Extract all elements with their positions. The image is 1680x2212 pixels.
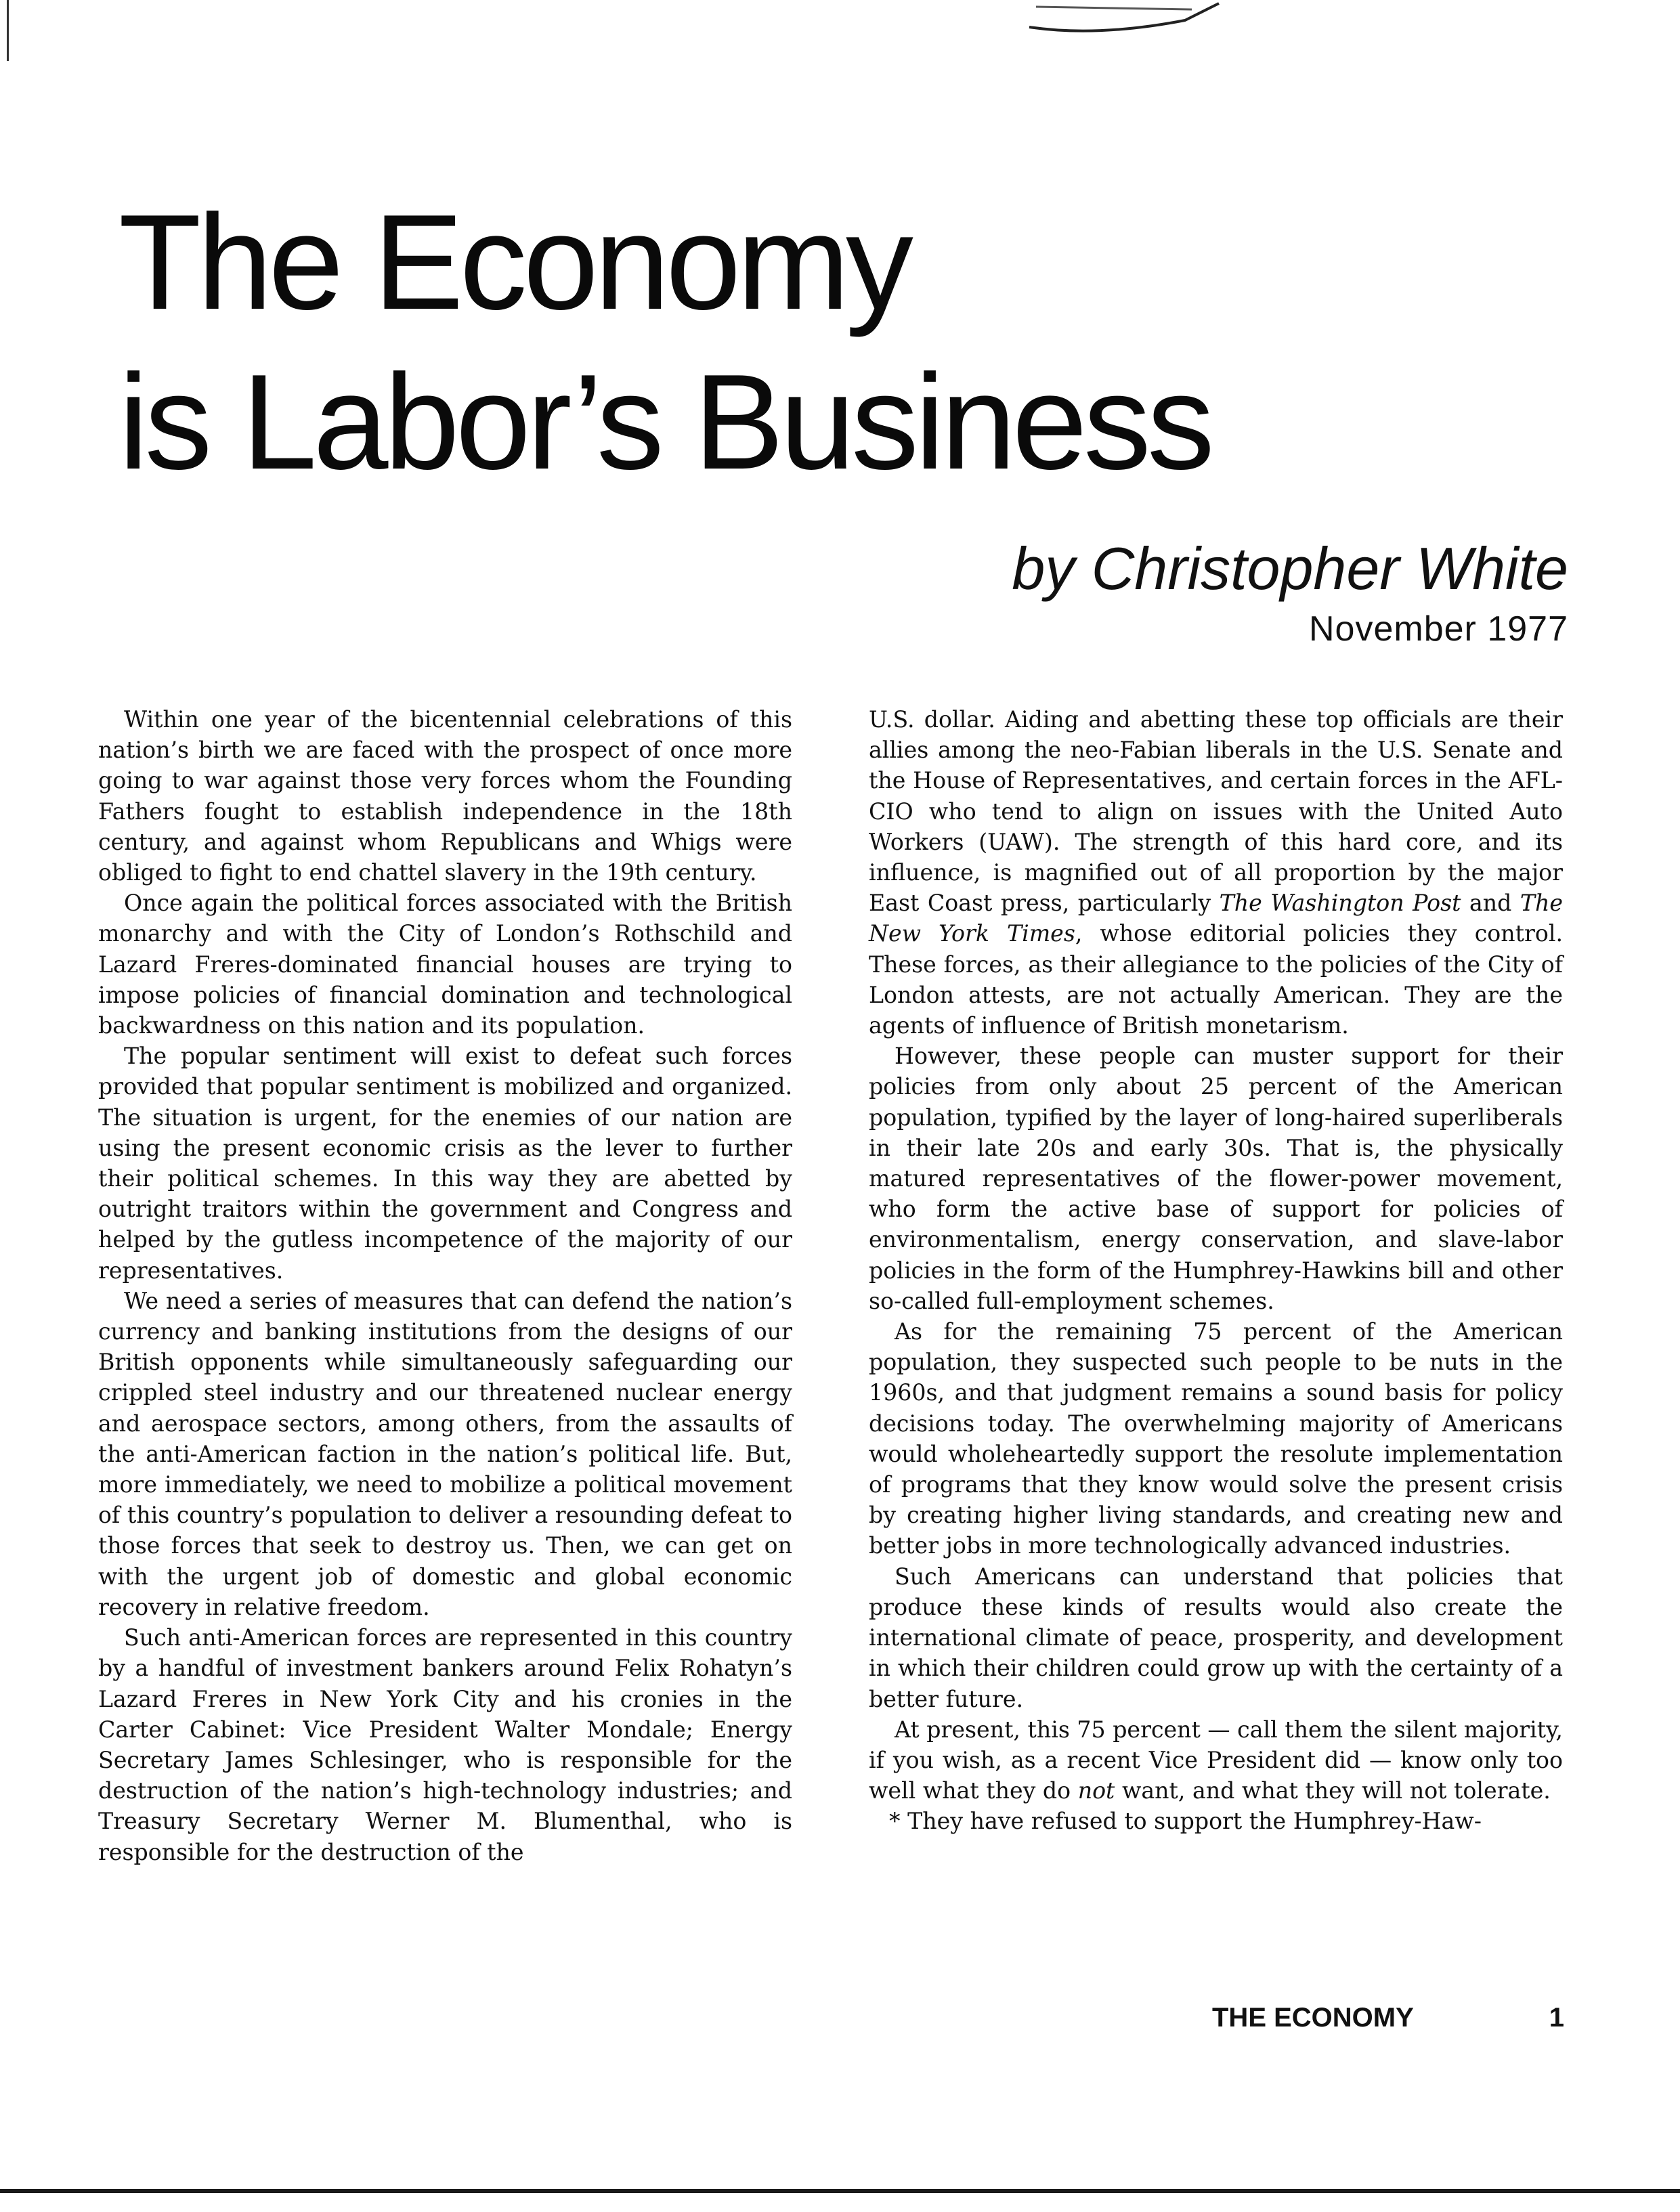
- paragraph: The popular sentiment will exist to defeat such forces provided that popular sentiment is mobilized and organized. The situation is urgent, for the enemies of our nation are using the present economic crisis as the lever to further their political schemes. In this way they are abetted by outright traitors within the government and Congress and helped by the gutless incompetence of the majority of our representatives.: [98, 1043, 792, 1284]
- section-name: THE ECONOMY: [1212, 2003, 1414, 2033]
- right-column: [869, 704, 1563, 1837]
- article-title: [119, 183, 1211, 502]
- paragraph: Within one year of the bicentennial celebrations of this nation’s birth we are faced with the prospect of once more going to war against those very forces whom the Founding Fathers fought to establish independence in the 18th century, and against whom Republicans and Whigs were obliged to fight to end chattel slavery in the 19th century.: [98, 706, 792, 886]
- publication-name: The New York Times: [869, 890, 1563, 947]
- title-line-1: The Economy: [119, 187, 909, 338]
- byline: [1012, 535, 1568, 653]
- scan-artifact: [1016, 0, 1232, 38]
- paragraph-continued: U.S. dollar. Aiding and abetting these top officials are their allies among the neo-Fabian liberals in the U.S. Senate and the House of Representatives, and certain forces in the AFL-CIO who tend to align on issues with the United Auto Workers (UAW). The strength of this hard core, and its influence, is magnified out of all proportion by the major East Coast press, particularly The Washington Post and The New York Times, whose editorial policies they control. These forces, as their allegiance to the policies of the City of London attests, are not actually American. They are the agents of influence of British monetarism.: [869, 706, 1563, 1039]
- paragraph: Such Americans can understand that policies that produce these kinds of results would also create the international climate of peace, prosperity, and development in which their children could grow up with the certainty of a better future.: [869, 1563, 1563, 1712]
- paragraph: However, these people can muster support for their policies from only about 25 percent of the American population, typified by the layer of long-haired superliberals in their late 20s and early 30s. That is, the physically matured representatives of the flower-power movement, who form the active base of support for policies of environmentalism, energy conservation, and slave-labor policies in the form of the Humphrey-Hawkins bill and other so-called full-employment schemes.: [869, 1043, 1563, 1314]
- bottom-rule: [0, 2189, 1680, 2193]
- paragraph: As for the remaining 75 percent of the American population, they suspected such people to be nuts in the 1960s, and that judgment remains a sound basis for policy decisions today. The overwhelming majority of Americans would wholeheartedly support the resolute implementation of programs that they know would solve the present crisis by creating higher living standards, and creating new and better jobs in more technologically advanced industries.: [869, 1318, 1563, 1559]
- paragraph: Once again the political forces associated with the British monarchy and with the City of London’s Rothschild and Lazard Freres-dominated financial houses are trying to impose policies of financial domination and technological backwardness on this nation and its population.: [98, 890, 792, 1039]
- author: by Christopher White: [1012, 535, 1568, 602]
- title-line-2: is Labor’s Business: [119, 347, 1211, 498]
- emphasis: not: [1077, 1777, 1115, 1804]
- left-column: [98, 704, 792, 1867]
- bullet-paragraph: * They have refused to support the Humphrey-Haw-: [889, 1808, 1482, 1835]
- page-number: 1: [1549, 2003, 1564, 2033]
- publication-date: November 1977: [1309, 609, 1568, 649]
- paragraph: Such anti-American forces are represented in this country by a handful of investment bankers around Felix Rohatyn’s Lazard Freres in New York City and his cronies in the Carter Cabinet: Vice President Walter Mondale; Energy Secretary James Schlesinger, who is responsible for the destruction of the nation’s high-technology industries; and Treasury Secretary Werner M. Blumenthal, who is responsible for the destruction of the: [98, 1624, 792, 1865]
- paragraph: At present, this 75 percent — call them the silent majority, if you wish, as a recent Vice President did — know only too well what they do not want, and what they will not tolerate.: [869, 1716, 1563, 1804]
- page-footer: [1212, 2003, 1564, 2033]
- paragraph: We need a series of measures that can defend the nation’s currency and banking institutions from the designs of our British opponents while simultaneously safeguarding our crippled steel industry and our threatened nuclear energy and aerospace sectors, among others, from the assaults of the anti-American faction in the nation’s political life. But, more immediately, we need to mobilize a political movement of this country’s population to deliver a resounding defeat to those forces that seek to destroy us. Then, we can get on with the urgent job of domestic and global economic recovery in relative freedom.: [98, 1287, 792, 1620]
- publication-name: The Washington Post: [1219, 890, 1461, 917]
- scan-edge-mark: [7, 0, 9, 61]
